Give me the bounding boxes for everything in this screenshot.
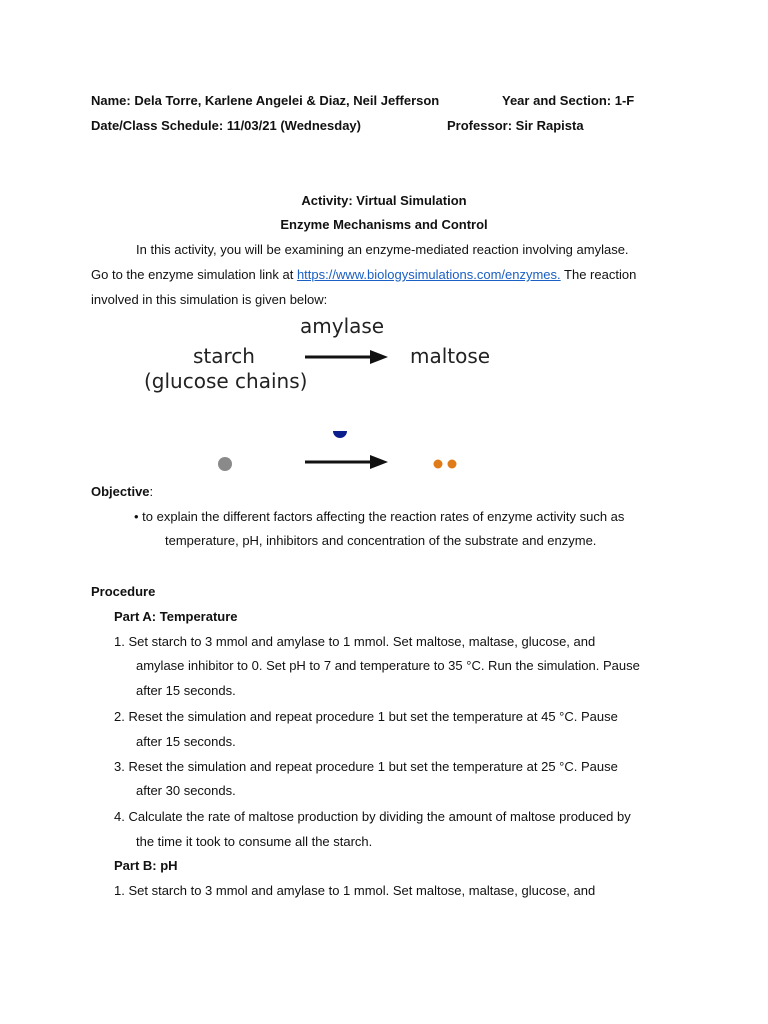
objective-colon: :	[149, 484, 154, 499]
date-value: : 11/03/21 (Wednesday)	[218, 118, 361, 133]
enzyme-dot	[333, 431, 347, 438]
step-b1-line-1: 1. Set starch to 3 mmol and amylase to 1 mmol. Set maltose, maltase, glucose, and	[114, 883, 596, 898]
simulation-link[interactable]: https://www.biologysimulations.com/enzymes.	[296, 267, 561, 282]
particle-reaction-arrow	[305, 455, 388, 469]
step-a3-line-1: 3. Reset the simulation and repeat procedure 1 but set the temperature at 25 °C. Pause	[114, 759, 618, 774]
product-dot	[434, 460, 443, 469]
product-dot	[448, 460, 457, 469]
step-a1-line-1: 1. Set starch to 3 mmol and amylase to 1 mmol. Set maltose, maltase, glucose, and	[114, 634, 596, 649]
step-a2-line-1: 2. Reset the simulation and repeat procedure 1 but set the temperature at 45 °C. Pause	[114, 709, 618, 724]
substrate-dot	[218, 457, 232, 471]
year-value: 1-F	[614, 93, 635, 108]
reaction-diagram	[0, 0, 768, 480]
intro-line-2-pre: Go to the enzyme simulation link at	[91, 267, 297, 282]
activity-title: Activity: Virtual Simulation	[301, 193, 467, 208]
step-a4-line-1: 4. Calculate the rate of maltose production by dividing the amount of maltose produced by	[114, 809, 631, 824]
step-a3-line-2: after 30 seconds.	[136, 783, 236, 798]
topic-title: Enzyme Mechanisms and Control	[280, 217, 488, 232]
step-a2-line-2: after 15 seconds.	[136, 734, 236, 749]
step-a4-line-2: the time it took to consume all the starch.	[136, 834, 373, 849]
step-a1-line-3: after 15 seconds.	[136, 683, 236, 698]
objective-label: Objective	[91, 484, 150, 499]
substrate-label: starch	[193, 344, 255, 368]
objective-bullet-line-1: • to explain the different factors affecting the reaction rates of enzyme activity such as	[134, 509, 625, 524]
part-a-heading: Part A: Temperature	[114, 609, 238, 624]
procedure-heading: Procedure	[91, 584, 156, 599]
product-label: maltose	[410, 344, 491, 368]
enzyme-label: amylase	[300, 314, 385, 338]
step-a1-line-2: amylase inhibitor to 0. Set pH to 7 and temperature to 35 °C. Run the simulation. Pause	[136, 658, 640, 673]
reaction-arrow	[305, 350, 388, 364]
name-value: Dela Torre, Karlene Angelei & Diaz, Neil Jefferson	[134, 93, 440, 108]
professor-value: : Sir Rapista	[507, 118, 584, 133]
intro-line-1: In this activity, you will be examining an enzyme-mediated reaction involving amylase.	[136, 242, 629, 257]
substrate-note-label: (glucose chains)	[144, 369, 308, 393]
name-label: Name:	[91, 93, 131, 108]
objective-heading	[91, 484, 153, 500]
intro-line-3: involved in this simulation is given below:	[91, 292, 328, 307]
intro-line-2-post: The reaction	[560, 267, 637, 282]
professor-label: Professor	[447, 118, 508, 133]
part-b-heading: Part B: pH	[114, 858, 178, 873]
date-label: Date/Class Schedule	[91, 118, 219, 133]
year-label: Year and Section:	[502, 93, 612, 108]
objective-bullet-line-2: temperature, pH, inhibitors and concentration of the substrate and enzyme.	[165, 533, 597, 548]
